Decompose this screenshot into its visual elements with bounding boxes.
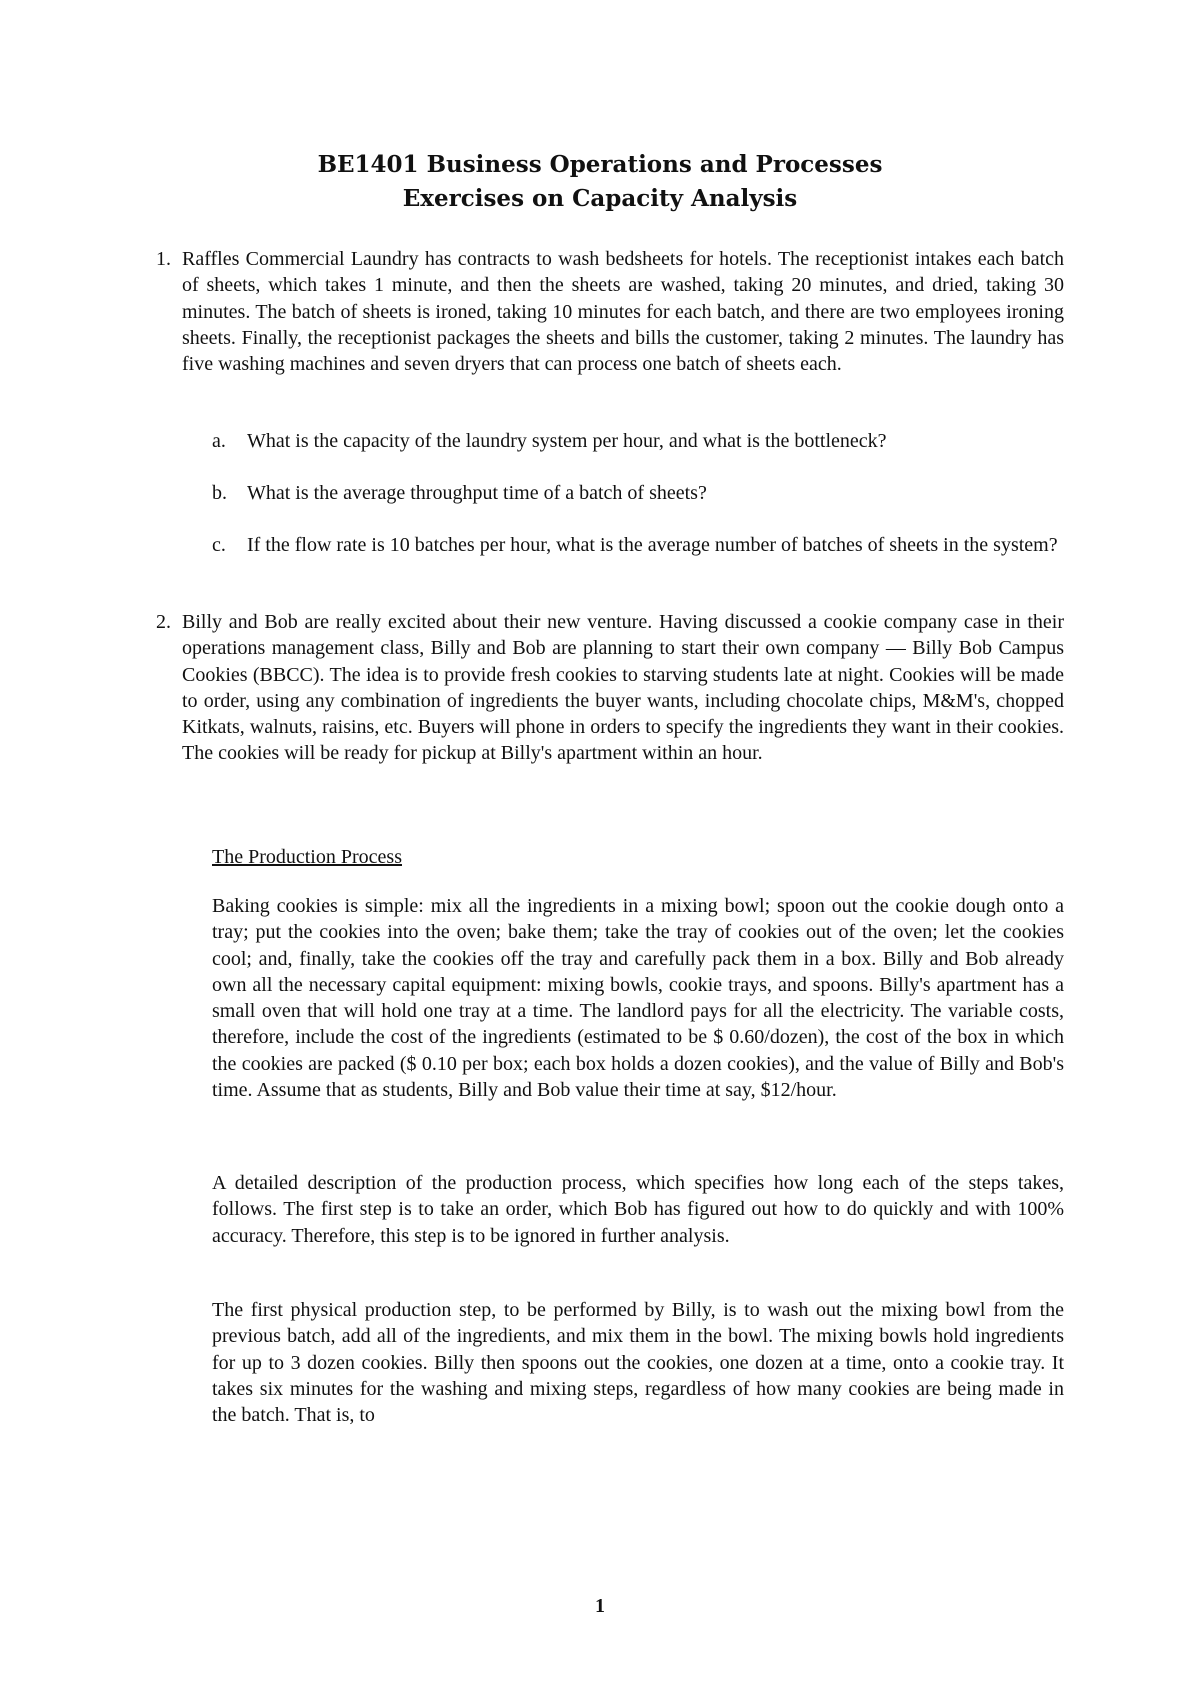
question-1-part-a — [212, 428, 1064, 454]
question-number: 2. — [156, 611, 171, 633]
paragraph: Baking cookies is simple: mix all the ingredients in a mixing bowl; spoon out the cookie dough onto a tray; put the cookies into the oven; bake them; take the tray of cookies out of the oven; let the cookies cool; and, finally, take the cookies off the tray and carefully pack them in a box. Billy and Bob already own all the necessary capital equipment: mixing bowls, cookie trays, and spoons. Billy's apartment has a small oven that will hold one tray at a time. The landlord pays for all the electricity. The variable costs, therefore, include the cost of the ingredients (estimated to be $ 0.60/dozen), the cost of the box in which the cookies are packed ($ 0.10 per box; each box holds a dozen cookies), and the value of Billy and Bob's time. Assume that as students, Billy and Bob value their time at say, $12/hour. — [212, 895, 1064, 1102]
document-subtitle: Exercises on Capacity Analysis — [402, 185, 798, 212]
question-2 — [156, 609, 1064, 767]
question-1 — [156, 246, 1064, 377]
document-title: BE1401 Business Operations and Processes — [317, 151, 883, 178]
part-letter: c. — [212, 534, 226, 556]
part-text: What is the capacity of the laundry system per hour, and what is the bottleneck? — [247, 430, 887, 452]
paragraph: The first physical production step, to be performed by Billy, is to wash out the mixing bowl from the previous batch, add all of the ingredients, and mix them in the bowl. The mixing bowls hold ingredients for up to 3 dozen cookies. Billy then spoons out the cookies, one dozen at a time, onto a cookie tray. It takes six minutes for the washing and mixing steps, regardless of how many cookies are being made in the batch. That is, to — [212, 1299, 1064, 1427]
question-1-part-c — [212, 532, 1064, 558]
page-number: 1 — [595, 1595, 605, 1617]
section-heading: The Production Process — [212, 846, 402, 868]
part-letter: b. — [212, 482, 227, 504]
part-letter: a. — [212, 430, 226, 452]
question-text: Raffles Commercial Laundry has contracts to wash bedsheets for hotels. The receptionist intakes each batch of sheets, which takes 1 minute, and then the sheets are washed, taking 20 minutes, and dried, taking 30 minutes. The batch of sheets is ironed, taking 10 minutes for each batch, and there are two employees ironing sheets. Finally, the receptionist packages the sheets and bills the customer, taking 2 minutes. The laundry has five washing machines and seven dryers that can process one batch of sheets each. — [182, 248, 1064, 376]
part-text: If the flow rate is 10 batches per hour, what is the average number of batches of sheets in the system? — [247, 534, 1058, 556]
part-text: What is the average throughput time of a batch of sheets? — [247, 482, 707, 504]
question-text: Billy and Bob are really excited about their new venture. Having discussed a cookie company case in their operations management class, Billy and Bob are planning to start their own company — Billy Bob Campus Cookies (BBCC). The idea is to provide fresh cookies to starving students late at night. Cookies will be made to order, using any combination of ingredients the buyer wants, including chocolate chips, M&M's, chopped Kitkats, walnuts, raisins, etc. Buyers will phone in orders to specify the ingredients they want in their cookies. The cookies will be ready for pickup at Billy's apartment within an hour. — [182, 611, 1064, 765]
question-1-part-b — [212, 480, 1064, 506]
paragraph: A detailed description of the production process, which specifies how long each of the steps takes, follows. The first step is to take an order, which Bob has figured out how to do quickly and with 100% accuracy. Therefore, this step is to be ignored in further analysis. — [212, 1172, 1064, 1247]
question-number: 1. — [156, 248, 171, 270]
